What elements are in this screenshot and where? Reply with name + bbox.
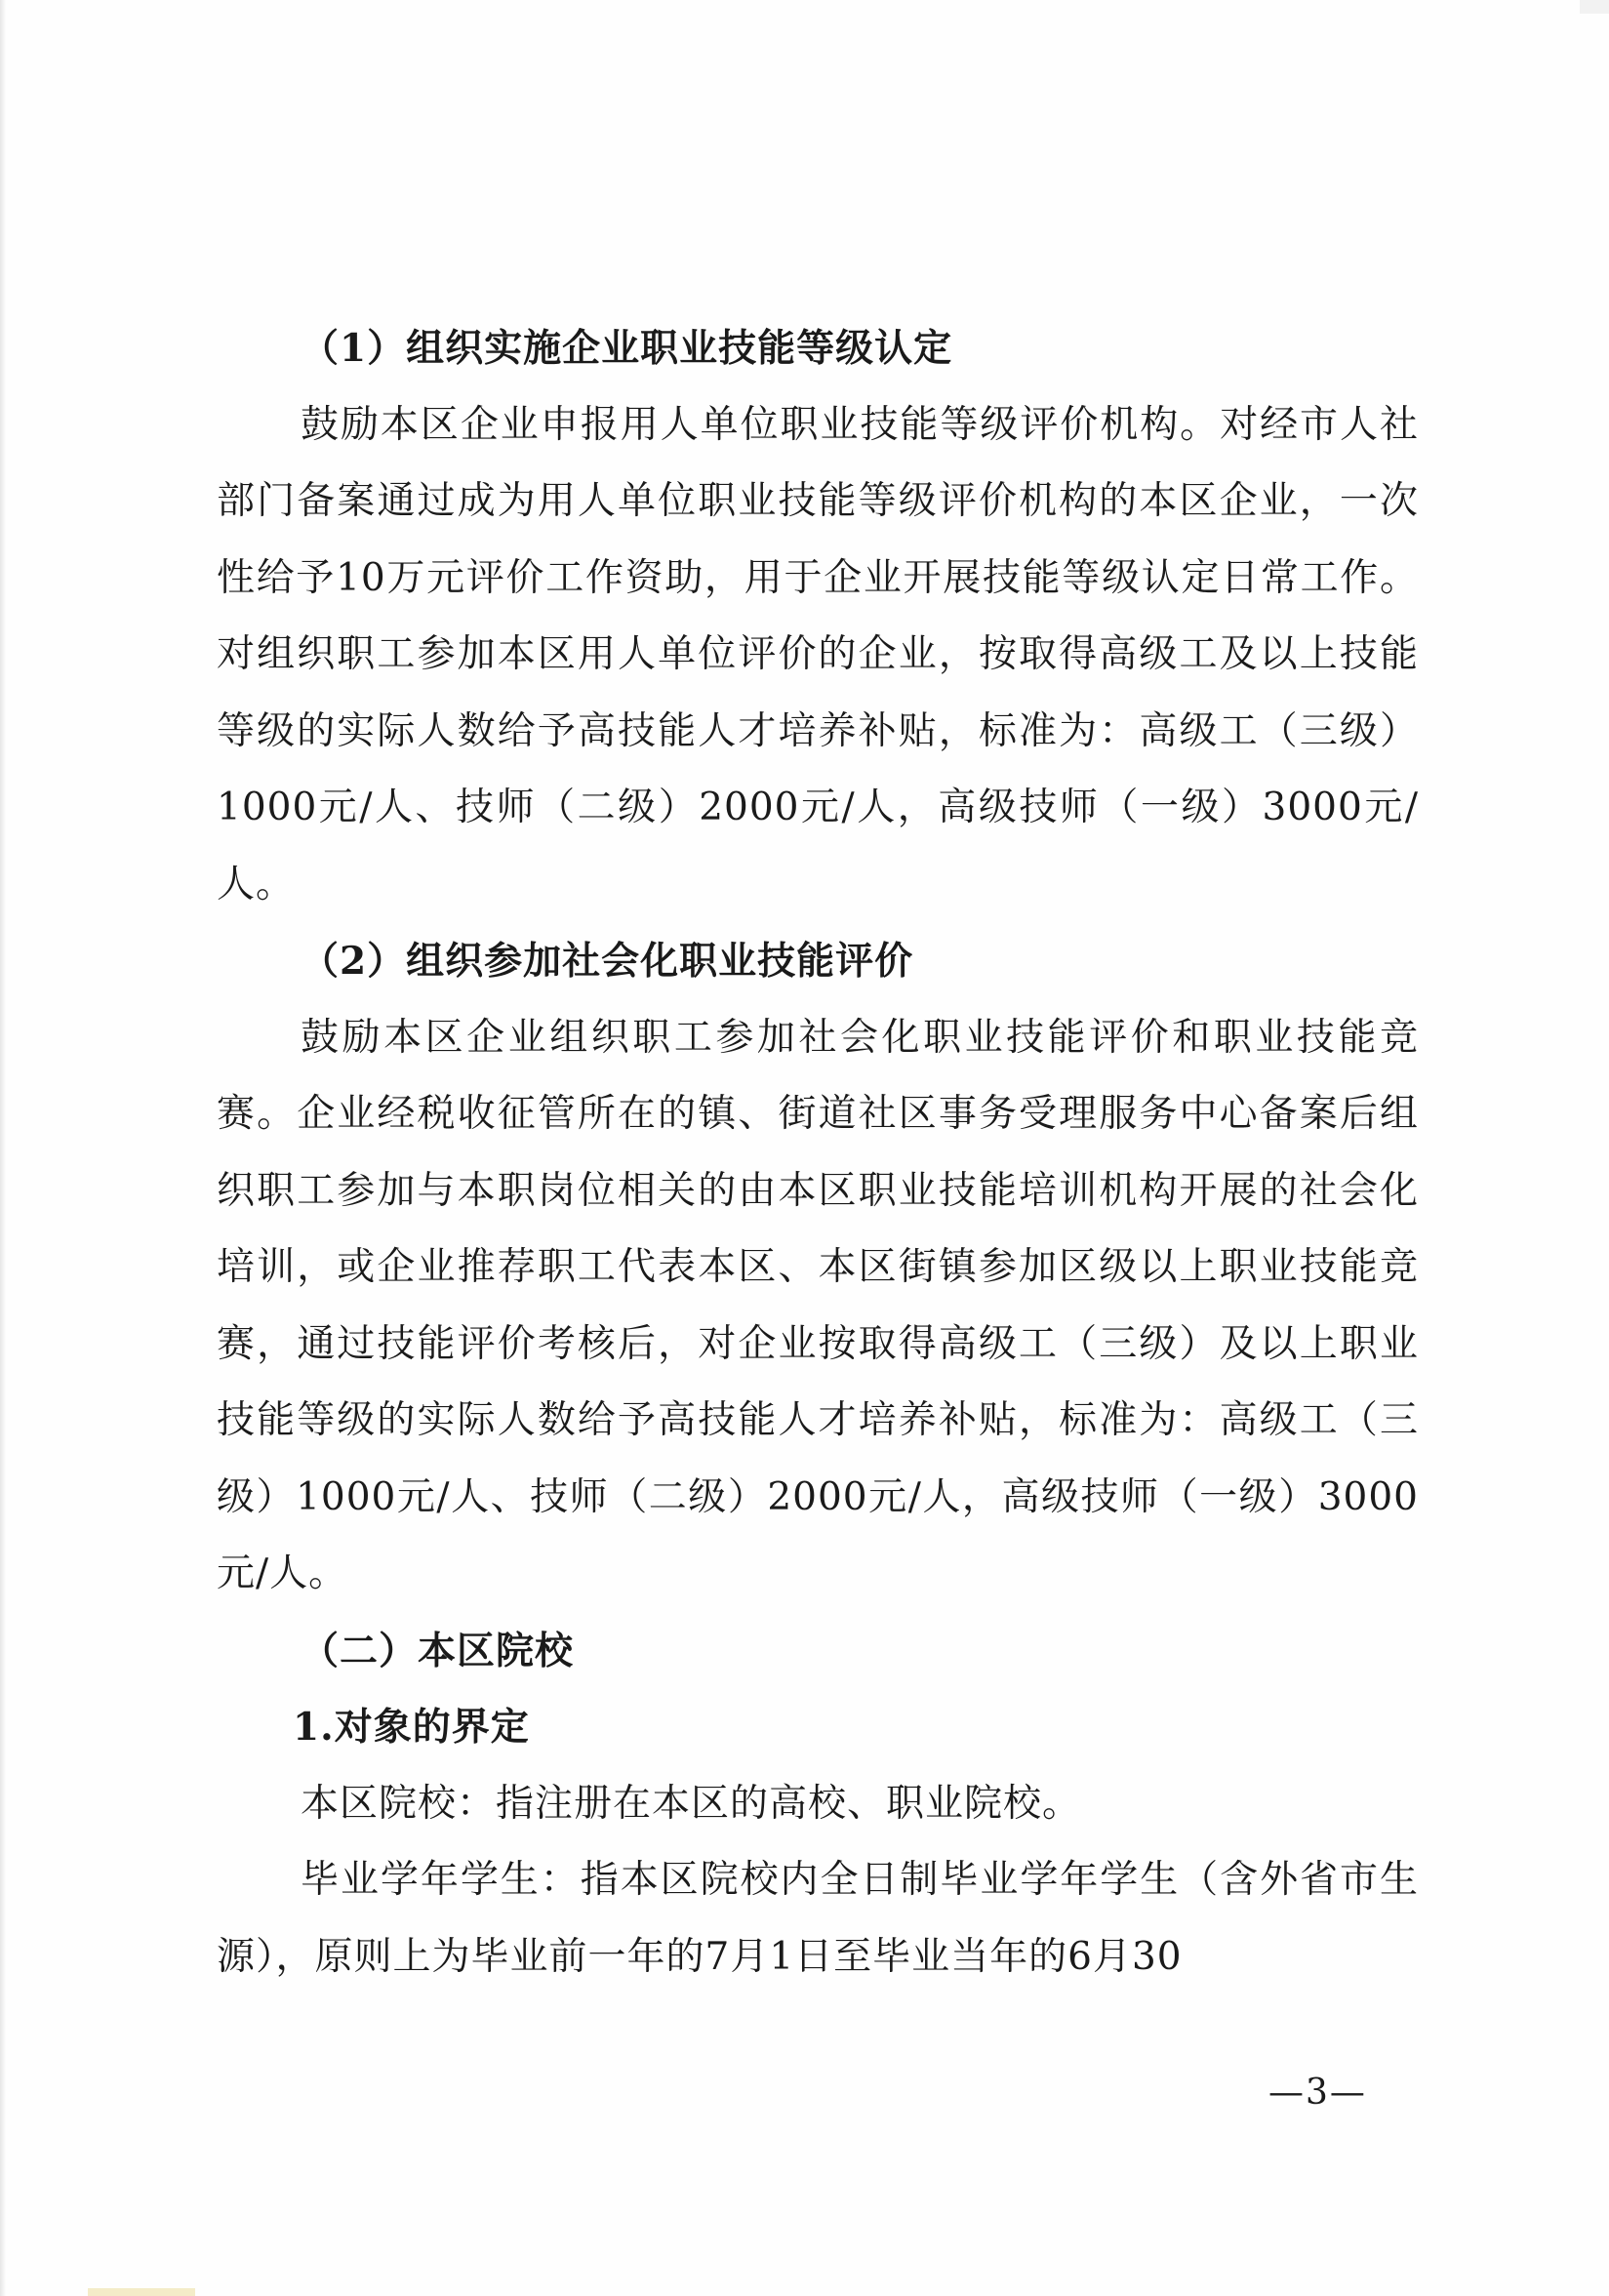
- page-number: —3—: [1268, 2073, 1367, 2113]
- document-body: [217, 310, 1419, 1995]
- paragraph-local-colleges-definition: 本区院校：指注册在本区的高校、职业院校。: [301, 1781, 1082, 1826]
- scan-corner-mark: [1580, 0, 1609, 14]
- paragraph-graduating-students-definition: 毕业学年学生：指本区院校内全日制毕业学年学生（含外省市生源），原则上为毕业前一年的7月1日至毕业当年的6月30: [217, 1858, 1419, 1979]
- scan-edge-shadow: [0, 0, 6, 2296]
- subheading-scope-definition: 1.对象的界定: [293, 1705, 530, 1750]
- paragraph-social-evaluation: 鼓励本区企业组织职工参加社会化职业技能评价和职业技能竞赛。企业经税收征管所在的镇、街道社区事务受理服务中心备案后组织职工参加与本职岗位相关的由本区职业技能培训机构开展的社会化培训，或企业推荐职工代表本区、本区街镇参加区级以上职业技能竞赛，通过技能评价考核后，对企业按取得高级工（三级）及以上职业技能等级的实际人数给予高技能人才培养补贴，标准为：高级工（三级）1000元/人、技师（二级）2000元/人，高级技师（一级）3000元/人。: [217, 1015, 1419, 1595]
- section-heading-social-evaluation: （2）组织参加社会化职业技能评价: [301, 939, 914, 984]
- section-heading-local-colleges: （二）本区院校: [301, 1628, 575, 1673]
- paragraph-enterprise-certification: 鼓励本区企业申报用人单位职业技能等级评价机构。对经市人社部门备案通过成为用人单位职业技能等级评价机构的本区企业，一次性给予10万元评价工作资助，用于企业开展技能等级认定日常工作。对组织职工参加本区用人单位评价的企业，按取得高级工及以上技能等级的实际人数给予高技能人才培养补贴，标准为：高级工（三级）1000元/人、技师（二级）2000元/人，高级技师（一级）3000元/人。: [217, 402, 1419, 906]
- scan-bottom-mark: [88, 2288, 195, 2296]
- section-heading-enterprise-certification: （1）组织实施企业职业技能等级认定: [301, 326, 953, 371]
